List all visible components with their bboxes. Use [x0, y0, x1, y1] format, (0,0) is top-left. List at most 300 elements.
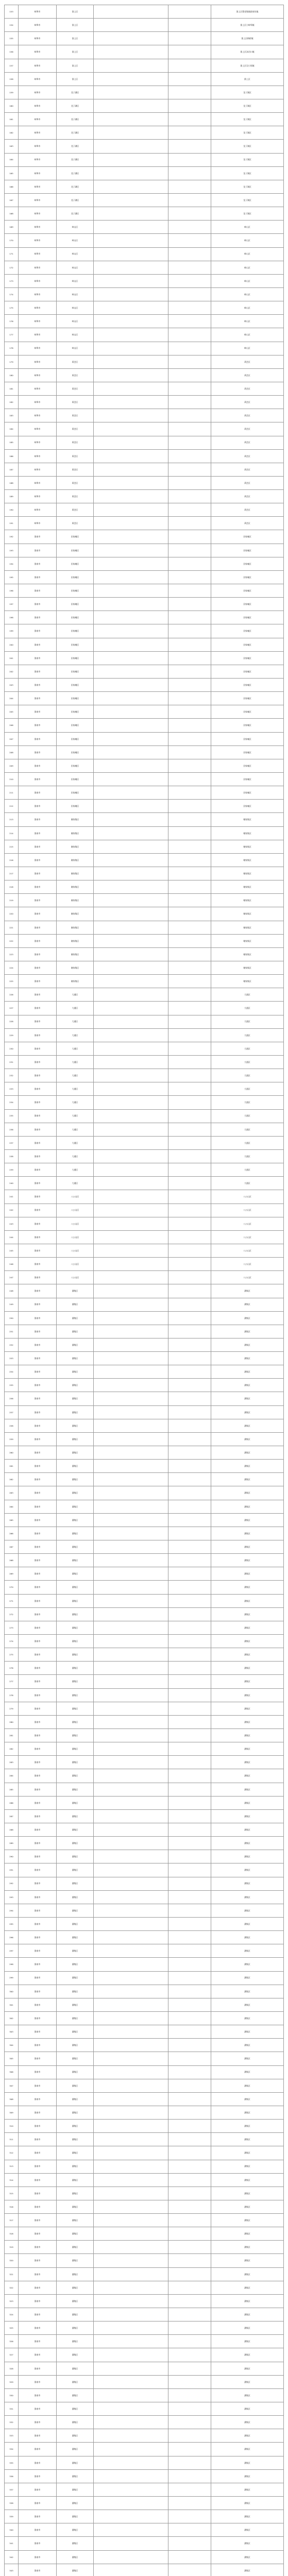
- table-row: [5, 288, 284, 301]
- area-cell: [168, 1392, 211, 1405]
- table-row: [5, 301, 284, 315]
- district-cell: 田家庵区: [57, 530, 94, 543]
- site-name-cell: [94, 234, 168, 247]
- address-cell: 潘集区: [211, 1540, 284, 1553]
- table-row: [5, 275, 284, 288]
- district-cell: 禹会区: [57, 355, 94, 368]
- table-row: [5, 2402, 284, 2416]
- city-cell: 蚌埠市: [19, 342, 57, 355]
- table-row: [5, 2214, 284, 2227]
- address-cell: 谢家集区: [211, 975, 284, 988]
- district-cell: 禹会区: [57, 503, 94, 516]
- site-name-cell: [94, 1082, 168, 1095]
- address-cell: 潘集区: [211, 2308, 284, 2321]
- district-cell: 大通区: [57, 1110, 94, 1123]
- site-name-cell: [94, 2093, 168, 2106]
- row-number-cell: 221: [5, 921, 19, 934]
- district-cell: 潘集区: [57, 2025, 94, 2038]
- district-cell: 龙子湖区: [57, 180, 94, 193]
- address-cell: 谢家集区: [211, 827, 284, 840]
- district-cell: 潘集区: [57, 1486, 94, 1499]
- city-cell: 淮南市: [19, 1419, 57, 1432]
- address-cell: 潘集区: [211, 1675, 284, 1688]
- table-row: [5, 1190, 284, 1204]
- row-number-cell: 291: [5, 1863, 19, 1876]
- site-name-cell: [94, 1460, 168, 1472]
- district-cell: 潘集区: [57, 1675, 94, 1688]
- city-cell: 淮南市: [19, 935, 57, 947]
- site-name-cell: [94, 2348, 168, 2361]
- area-cell: [168, 2416, 211, 2429]
- table-row: [5, 167, 284, 180]
- table-row: [5, 99, 284, 113]
- table-row: [5, 1015, 284, 1029]
- row-number-cell: 153: [5, 5, 19, 18]
- row-number-cell: 297: [5, 1944, 19, 1957]
- city-cell: 淮南市: [19, 961, 57, 974]
- city-cell: 淮南市: [19, 907, 57, 920]
- city-cell: 淮南市: [19, 1258, 57, 1270]
- district-cell: 潘集区: [57, 1500, 94, 1513]
- area-cell: [168, 2187, 211, 2200]
- site-name-cell: [94, 2120, 168, 2132]
- row-number-cell: 220: [5, 907, 19, 920]
- address-cell: 潘集区: [211, 2281, 284, 2294]
- site-name-cell: [94, 1056, 168, 1069]
- area-cell: [168, 1527, 211, 1540]
- area-cell: [168, 1958, 211, 1971]
- row-number-cell: 299: [5, 1972, 19, 1985]
- row-number-cell: 200: [5, 638, 19, 651]
- address-cell: 潘集区: [211, 2268, 284, 2281]
- table-row: [5, 692, 284, 705]
- area-cell: [168, 2160, 211, 2173]
- site-name-cell: [94, 342, 168, 355]
- address-cell: 田家庵区: [211, 705, 284, 718]
- district-cell: 潘集区: [57, 1756, 94, 1769]
- district-cell: 淮上区: [57, 45, 94, 58]
- site-name-cell: [94, 2551, 168, 2564]
- area-cell: [168, 2510, 211, 2523]
- city-cell: 蚌埠市: [19, 355, 57, 368]
- site-name-cell: [94, 2389, 168, 2402]
- site-name-cell: [94, 1486, 168, 1499]
- address-cell: 田家庵区: [211, 679, 284, 691]
- table-row: [5, 1729, 284, 1742]
- address-cell: 大通区: [211, 1110, 284, 1123]
- area-cell: [168, 1904, 211, 1917]
- area-cell: [168, 2254, 211, 2267]
- city-cell: 淮南市: [19, 2200, 57, 2213]
- area-cell: [168, 961, 211, 974]
- city-cell: 淮南市: [19, 894, 57, 907]
- site-name-cell: [94, 1271, 168, 1284]
- district-cell: 谢家集区: [57, 867, 94, 880]
- address-cell: 潘集区: [211, 1918, 284, 1930]
- table-row: [5, 773, 284, 786]
- district-cell: 潘集区: [57, 1931, 94, 1944]
- address-cell: 潘集区: [211, 1729, 284, 1742]
- address-cell: 八公山区: [211, 1217, 284, 1230]
- table-row: [5, 1783, 284, 1797]
- city-cell: 淮南市: [19, 584, 57, 597]
- city-cell: 蚌埠市: [19, 328, 57, 341]
- site-name-cell: [94, 450, 168, 463]
- district-cell: 田家庵区: [57, 705, 94, 718]
- area-cell: [168, 2120, 211, 2132]
- city-cell: 淮南市: [19, 1554, 57, 1567]
- city-cell: 淮南市: [19, 2443, 57, 2455]
- city-cell: 淮南市: [19, 733, 57, 745]
- table-row: [5, 1769, 284, 1783]
- site-name-cell: [94, 2523, 168, 2536]
- table-row: [5, 1635, 284, 1648]
- area-cell: [168, 1742, 211, 1755]
- address-cell: 潘集区: [211, 2429, 284, 2442]
- city-cell: 淮南市: [19, 1837, 57, 1850]
- area-cell: [168, 733, 211, 745]
- row-number-cell: 176: [5, 315, 19, 328]
- site-name-cell: [94, 1797, 168, 1809]
- address-cell: 禹会区: [211, 477, 284, 489]
- address-cell: 潘集区: [211, 1595, 284, 1607]
- address-cell: 潘集区: [211, 2402, 284, 2415]
- area-cell: [168, 2093, 211, 2106]
- table-row: [5, 2429, 284, 2443]
- row-number-cell: 229: [5, 1029, 19, 1042]
- table-row: [5, 827, 284, 840]
- table-row: [5, 1514, 284, 1527]
- row-number-cell: 208: [5, 746, 19, 759]
- address-cell: 大通区: [211, 1163, 284, 1176]
- site-name-cell: [94, 1944, 168, 1957]
- city-cell: 淮南市: [19, 1810, 57, 1823]
- table-row: [5, 598, 284, 611]
- table-row: [5, 2295, 284, 2308]
- district-cell: 田家庵区: [57, 692, 94, 705]
- area-cell: [168, 1150, 211, 1163]
- district-cell: 龙子湖区: [57, 113, 94, 126]
- district-cell: 潘集区: [57, 2537, 94, 2550]
- address-cell: 潘集区: [211, 1810, 284, 1823]
- address-cell: 蚌山区: [211, 328, 284, 341]
- area-cell: [168, 705, 211, 718]
- table-row: [5, 1365, 284, 1379]
- table-row: [5, 2012, 284, 2025]
- district-cell: 潘集区: [57, 1608, 94, 1621]
- row-number-cell: 266: [5, 1527, 19, 1540]
- table-row: [5, 1177, 284, 1190]
- site-name-cell: [94, 1540, 168, 1553]
- table-row: [5, 2321, 284, 2335]
- city-cell: 蚌埠市: [19, 450, 57, 463]
- table-row: [5, 1325, 284, 1338]
- table-row: [5, 907, 284, 921]
- row-number-cell: 278: [5, 1689, 19, 1702]
- table-row: [5, 2133, 284, 2146]
- address-cell: 禹会区: [211, 369, 284, 382]
- address-cell: 潘集区: [211, 2416, 284, 2429]
- table-row: [5, 1217, 284, 1231]
- site-name-cell: [94, 59, 168, 72]
- area-cell: [168, 530, 211, 543]
- site-name-cell: [94, 2362, 168, 2375]
- table-row: [5, 503, 284, 517]
- city-cell: 淮南市: [19, 1312, 57, 1325]
- site-name-cell: [94, 2281, 168, 2294]
- area-cell: [168, 854, 211, 867]
- address-cell: 潘集区: [211, 2335, 284, 2348]
- row-number-cell: 267: [5, 1540, 19, 1553]
- address-cell: 潘集区: [211, 1944, 284, 1957]
- district-cell: 潘集区: [57, 1419, 94, 1432]
- address-cell: 大通区: [211, 1137, 284, 1149]
- address-cell: 大通区: [211, 1096, 284, 1109]
- row-number-cell: 276: [5, 1662, 19, 1674]
- area-cell: [168, 1972, 211, 1985]
- site-name-cell: [94, 746, 168, 759]
- city-cell: 淮南市: [19, 1406, 57, 1419]
- area-cell: [168, 1756, 211, 1769]
- district-cell: 潘集区: [57, 1406, 94, 1419]
- table-row: [5, 1002, 284, 1015]
- site-name-cell: [94, 463, 168, 476]
- row-number-cell: 240: [5, 1177, 19, 1190]
- site-name-cell: [94, 1863, 168, 1876]
- city-cell: 淮南市: [19, 2160, 57, 2173]
- city-cell: 蚌埠市: [19, 73, 57, 86]
- row-number-cell: 174: [5, 288, 19, 301]
- district-cell: 蚌山区: [57, 248, 94, 261]
- city-cell: 淮南市: [19, 1002, 57, 1014]
- site-name-cell: [94, 1177, 168, 1190]
- city-cell: 淮南市: [19, 2052, 57, 2065]
- table-row: [5, 1877, 284, 1891]
- district-cell: 八公山区: [57, 1258, 94, 1270]
- row-number-cell: 206: [5, 719, 19, 732]
- address-cell: 潘集区: [211, 2079, 284, 2092]
- district-cell: 潘集区: [57, 1527, 94, 1540]
- city-cell: 淮南市: [19, 2456, 57, 2469]
- row-number-cell: 257: [5, 1406, 19, 1419]
- address-cell: 潘集区: [211, 1486, 284, 1499]
- district-cell: 田家庵区: [57, 652, 94, 665]
- city-cell: 淮南市: [19, 2268, 57, 2281]
- district-cell: 八公山区: [57, 1271, 94, 1284]
- address-cell: 谢家集区: [211, 854, 284, 867]
- city-cell: 淮南市: [19, 1783, 57, 1796]
- table-row: [5, 1540, 284, 1554]
- city-cell: 淮南市: [19, 1891, 57, 1904]
- city-cell: 淮南市: [19, 800, 57, 812]
- district-cell: 潘集区: [57, 1729, 94, 1742]
- address-cell: 田家庵区: [211, 746, 284, 759]
- city-cell: 淮南市: [19, 1742, 57, 1755]
- table-row: [5, 705, 284, 719]
- row-number-cell: 155: [5, 32, 19, 45]
- table-row: [5, 584, 284, 598]
- row-number-cell: 211: [5, 786, 19, 799]
- address-cell: 潘集区: [211, 1284, 284, 1297]
- row-number-cell: 309: [5, 2106, 19, 2119]
- city-cell: 蚌埠市: [19, 45, 57, 58]
- area-cell: [168, 1419, 211, 1432]
- area-cell: [168, 2456, 211, 2469]
- table-row: [5, 1379, 284, 1392]
- row-number-cell: 192: [5, 530, 19, 543]
- area-cell: [168, 2241, 211, 2253]
- row-number-cell: 242: [5, 1204, 19, 1217]
- area-cell: [168, 450, 211, 463]
- table-row: [5, 2389, 284, 2402]
- address-cell: 潘集区: [211, 1473, 284, 1486]
- table-row: [5, 733, 284, 746]
- site-name-cell: [94, 1473, 168, 1486]
- table-row: [5, 355, 284, 369]
- district-cell: 潘集区: [57, 1972, 94, 1985]
- address-cell: 谢家集区: [211, 894, 284, 907]
- city-cell: 淮南市: [19, 2551, 57, 2564]
- district-cell: 蚌山区: [57, 315, 94, 328]
- table-row: [5, 975, 284, 988]
- area-cell: [168, 1877, 211, 1890]
- site-name-cell: [94, 1190, 168, 1203]
- row-number-cell: 179: [5, 355, 19, 368]
- site-name-cell: [94, 19, 168, 31]
- area-cell: [168, 2483, 211, 2496]
- area-cell: [168, 369, 211, 382]
- table-row: [5, 1433, 284, 1446]
- table-row: [5, 382, 284, 396]
- area-cell: [168, 786, 211, 799]
- area-cell: [168, 1716, 211, 1728]
- city-cell: 淮南市: [19, 1567, 57, 1580]
- table-row: [5, 719, 284, 732]
- area-cell: [168, 45, 211, 58]
- address-cell: 八公山区: [211, 1190, 284, 1203]
- site-name-cell: [94, 733, 168, 745]
- table-row: [5, 2025, 284, 2039]
- city-cell: 蚌埠市: [19, 113, 57, 126]
- address-cell: 大通区: [211, 1177, 284, 1190]
- row-number-cell: 233: [5, 1082, 19, 1095]
- table-row: [5, 315, 284, 328]
- table-row: [5, 2106, 284, 2120]
- site-name-cell: [94, 2510, 168, 2523]
- area-cell: [168, 2321, 211, 2334]
- site-name-cell: [94, 1675, 168, 1688]
- city-cell: 淮南市: [19, 1204, 57, 1217]
- district-cell: 潘集区: [57, 2214, 94, 2227]
- district-cell: 潘集区: [57, 2456, 94, 2469]
- district-cell: 田家庵区: [57, 544, 94, 557]
- row-number-cell: 172: [5, 261, 19, 274]
- address-cell: 潘集区: [211, 1797, 284, 1809]
- site-name-cell: [94, 2174, 168, 2187]
- district-cell: 大通区: [57, 1123, 94, 1136]
- site-name-cell: [94, 1137, 168, 1149]
- site-name-cell: [94, 221, 168, 233]
- city-cell: 淮南市: [19, 2348, 57, 2361]
- city-cell: 淮南市: [19, 921, 57, 934]
- city-cell: 淮南市: [19, 557, 57, 570]
- city-cell: 淮南市: [19, 1621, 57, 1634]
- district-cell: 潘集区: [57, 2268, 94, 2281]
- address-cell: 潘集区: [211, 1756, 284, 1769]
- address-cell: 潘集区: [211, 1769, 284, 1782]
- row-number-cell: 315: [5, 2187, 19, 2200]
- table-row: [5, 2268, 284, 2281]
- table-row: [5, 1419, 284, 1433]
- site-name-cell: [94, 154, 168, 166]
- district-cell: 龙子湖区: [57, 207, 94, 220]
- row-number-cell: 215: [5, 840, 19, 853]
- row-number-cell: 209: [5, 759, 19, 772]
- table-row: [5, 1029, 284, 1042]
- district-cell: 潘集区: [57, 2133, 94, 2146]
- site-name-cell: [94, 2227, 168, 2240]
- area-cell: [168, 1002, 211, 1014]
- row-number-cell: 185: [5, 436, 19, 449]
- area-cell: [168, 935, 211, 947]
- row-number-cell: 323: [5, 2295, 19, 2308]
- district-cell: 潘集区: [57, 1540, 94, 1553]
- area-cell: [168, 813, 211, 826]
- site-name-cell: [94, 436, 168, 449]
- district-cell: 田家庵区: [57, 773, 94, 786]
- site-name-cell: [94, 1769, 168, 1782]
- district-cell: 潘集区: [57, 1783, 94, 1796]
- district-cell: 龙子湖区: [57, 154, 94, 166]
- district-cell: 八公山区: [57, 1231, 94, 1244]
- row-number-cell: 292: [5, 1877, 19, 1890]
- address-cell: 禹会区: [211, 409, 284, 422]
- site-name-cell: [94, 786, 168, 799]
- area-cell: [168, 1312, 211, 1325]
- row-number-cell: 213: [5, 813, 19, 826]
- site-name-cell: [94, 907, 168, 920]
- district-cell: 潘集区: [57, 1742, 94, 1755]
- address-cell: 潘集区: [211, 2025, 284, 2038]
- area-cell: [168, 1635, 211, 1648]
- address-cell: 禹会区: [211, 422, 284, 435]
- address-cell: 潘集区: [211, 1352, 284, 1365]
- area-cell: [168, 167, 211, 180]
- site-name-cell: [94, 1298, 168, 1311]
- row-number-cell: 163: [5, 140, 19, 152]
- table-row: [5, 2551, 284, 2564]
- row-number-cell: 178: [5, 342, 19, 355]
- row-number-cell: 226: [5, 988, 19, 1001]
- table-row: [5, 1581, 284, 1594]
- address-cell: 八公山区: [211, 1258, 284, 1270]
- address-cell: 谢家集区: [211, 935, 284, 947]
- area-cell: [168, 1460, 211, 1472]
- district-cell: 大通区: [57, 1150, 94, 1163]
- site-name-cell: [94, 1567, 168, 1580]
- address-cell: 潘集区: [211, 1514, 284, 1527]
- site-name-cell: [94, 86, 168, 99]
- district-cell: 谢家集区: [57, 948, 94, 961]
- area-cell: [168, 1554, 211, 1567]
- city-cell: 淮南市: [19, 1595, 57, 1607]
- site-name-cell: [94, 1110, 168, 1123]
- city-cell: 淮南市: [19, 1877, 57, 1890]
- city-cell: 淮南市: [19, 1486, 57, 1499]
- row-number-cell: 167: [5, 194, 19, 207]
- district-cell: 谢家集区: [57, 935, 94, 947]
- area-cell: [168, 2174, 211, 2187]
